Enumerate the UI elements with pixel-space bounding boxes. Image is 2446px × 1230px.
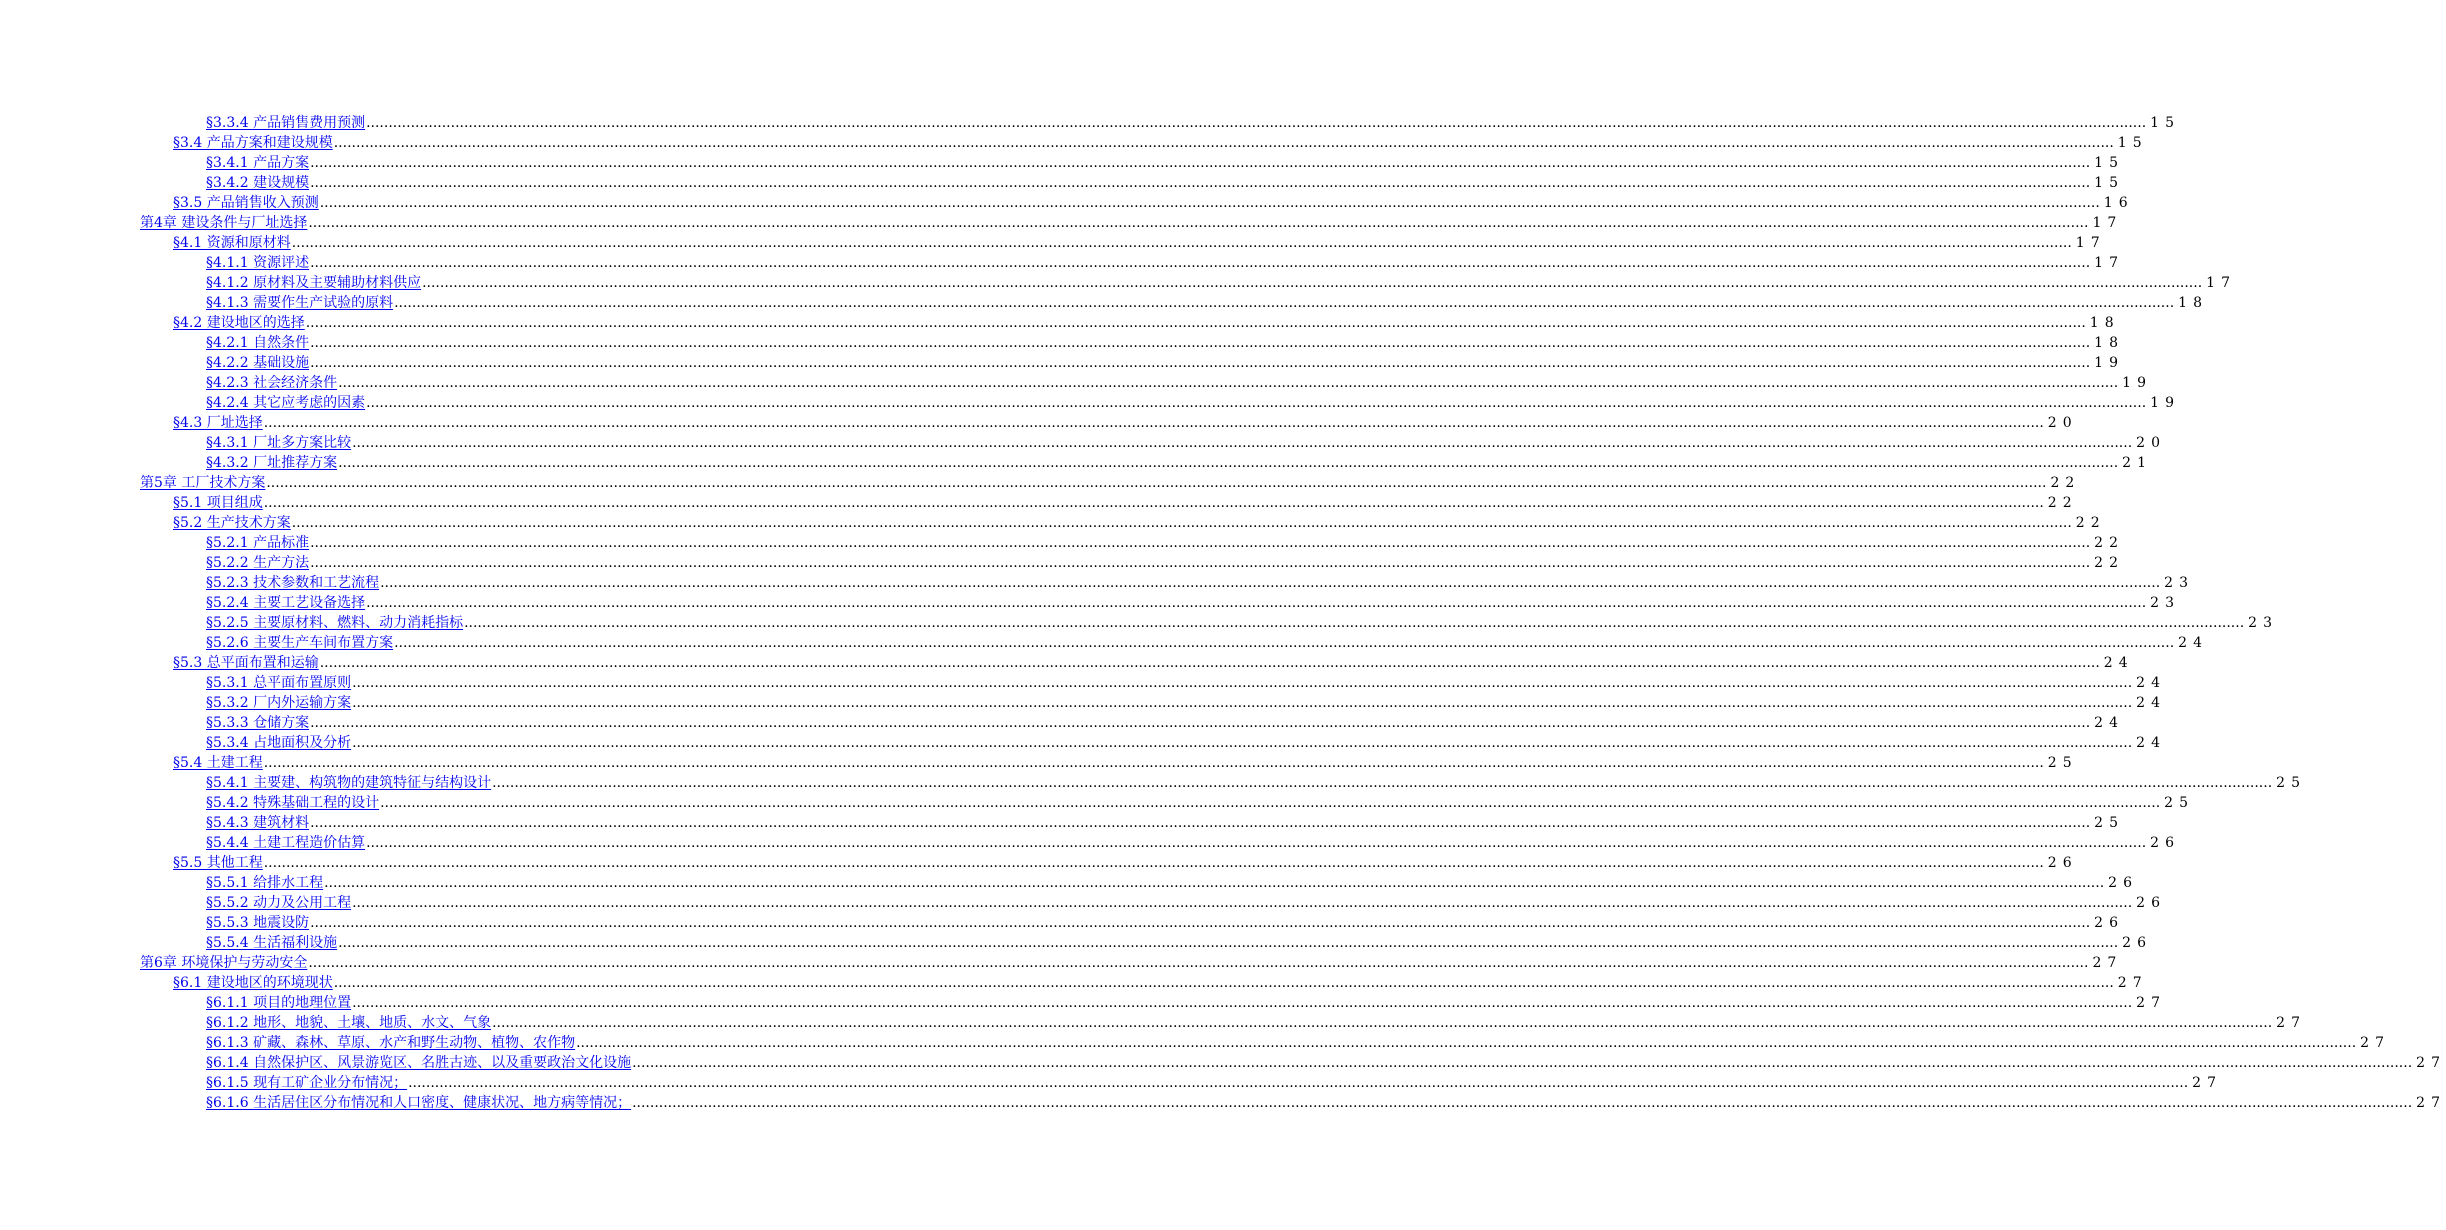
- toc-entry-line: [206, 273, 2236, 293]
- toc-link[interactable]: §5.1 项目组成: [173, 495, 263, 511]
- toc-entry: [206, 393, 2180, 413]
- toc-leader-dots: ................................................................................................................................................................................................................................................................................................................................................................................................................: [263, 855, 2044, 871]
- toc-entry-line: [206, 1093, 2446, 1113]
- toc-entry-line: [206, 553, 2124, 573]
- toc-leader-dots: ................................................................................................................................................................................................................................................................................................................................................................................................................: [324, 875, 2105, 891]
- toc-page-number: 19: [2122, 375, 2152, 391]
- toc-link[interactable]: §6.1.4 自然保护区、风景游览区、名胜古迹、以及重要政治文化设施: [206, 1055, 632, 1071]
- toc-leader-dots: ................................................................................................................................................................................................................................................................................................................................................................................................................: [366, 835, 2147, 851]
- toc-page-number: 27: [2192, 1075, 2222, 1091]
- toc-page-number: 26: [2094, 915, 2124, 931]
- toc-page-number: 26: [2047, 855, 2078, 871]
- toc-entry-line: [206, 293, 2208, 313]
- toc-entry: [206, 1093, 2446, 1113]
- toc-leader-dots: ................................................................................................................................................................................................................................................................................................................................................................................................................: [263, 495, 2044, 511]
- toc-entry-line: [173, 133, 2148, 153]
- toc-entry: [206, 1033, 2390, 1053]
- toc-leader-dots: ................................................................................................................................................................................................................................................................................................................................................................................................................: [310, 155, 2091, 171]
- toc-page-number: 15: [2094, 155, 2124, 171]
- toc-entry: [173, 973, 2148, 993]
- toc-page-number: 27: [2276, 1015, 2306, 1031]
- toc-link[interactable]: §5.5.3 地震设防: [206, 915, 310, 931]
- toc-entry-line: [173, 853, 2078, 873]
- toc-page-number: 18: [2094, 335, 2124, 351]
- toc-entry: [206, 453, 2152, 473]
- toc-page-number: 17: [2206, 275, 2236, 291]
- toc-page-number: 26: [2136, 895, 2166, 911]
- toc-entry-line: [206, 153, 2124, 173]
- toc-link[interactable]: §4.1.2 原材料及主要辅助材料供应: [206, 275, 422, 291]
- toc-entry-line: [206, 1053, 2446, 1073]
- toc-link[interactable]: §6.1.2 地形、地貌、土壤、地质、水文、气象: [206, 1015, 492, 1031]
- toc-link[interactable]: §5.4.4 土建工程造价估算: [206, 835, 366, 851]
- toc-page-number: 25: [2094, 815, 2124, 831]
- toc-link[interactable]: §5.3.1 总平面布置原则: [206, 675, 352, 691]
- toc-entry-line: [173, 653, 2134, 673]
- toc-page-number: 22: [2094, 535, 2124, 551]
- toc-page-number: 24: [2136, 735, 2166, 751]
- table-of-contents: [0, 113, 2446, 1113]
- toc-page-number: 26: [2150, 835, 2180, 851]
- toc-entry: [206, 913, 2124, 933]
- toc-entry: [206, 593, 2180, 613]
- toc-link[interactable]: §4.2.2 基础设施: [206, 355, 310, 371]
- toc-entry-line: [206, 993, 2166, 1013]
- toc-entry: [173, 493, 2078, 513]
- toc-entry: [206, 113, 2180, 133]
- toc-link[interactable]: 第6章 环境保护与劳动安全: [140, 955, 308, 971]
- toc-leader-dots: ................................................................................................................................................................................................................................................................................................................................................................................................................: [308, 215, 2089, 231]
- toc-link[interactable]: §3.3.4 产品销售费用预测: [206, 115, 366, 131]
- toc-entry: [206, 273, 2236, 293]
- toc-entry-line: [206, 933, 2152, 953]
- toc-page-number: 27: [2416, 1055, 2446, 1071]
- toc-link[interactable]: 第4章 建设条件与厂址选择: [140, 215, 308, 231]
- toc-entry: [206, 813, 2124, 833]
- toc-link[interactable]: §5.3.2 厂内外运输方案: [206, 695, 352, 711]
- toc-entry: [206, 253, 2124, 273]
- toc-entry: [206, 373, 2152, 393]
- toc-link[interactable]: §4.3.1 厂址多方案比较: [206, 435, 352, 451]
- toc-link[interactable]: §5.2.6 主要生产车间布置方案: [206, 635, 394, 651]
- toc-link[interactable]: §5.2.4 主要工艺设备选择: [206, 595, 366, 611]
- toc-entry-line: [206, 733, 2166, 753]
- toc-entry-line: [206, 813, 2124, 833]
- toc-entry: [173, 133, 2148, 153]
- toc-entry-line: [206, 1033, 2390, 1053]
- toc-leader-dots: ................................................................................................................................................................................................................................................................................................................................................................................................................: [366, 595, 2147, 611]
- toc-entry-line: [206, 593, 2180, 613]
- toc-leader-dots: ................................................................................................................................................................................................................................................................................................................................................................................................................: [308, 955, 2089, 971]
- toc-entry: [206, 153, 2124, 173]
- toc-entry: [173, 653, 2134, 673]
- toc-page-number: 24: [2094, 715, 2124, 731]
- toc-entry: [206, 833, 2180, 853]
- toc-entry-line: [206, 353, 2124, 373]
- toc-link[interactable]: §5.3.4 占地面积及分析: [206, 735, 352, 751]
- toc-entry: [206, 873, 2138, 893]
- toc-entry: [173, 413, 2078, 433]
- toc-entry-line: [173, 513, 2106, 533]
- toc-entry-line: [173, 753, 2078, 773]
- toc-leader-dots: ................................................................................................................................................................................................................................................................................................................................................................................................................: [310, 255, 2091, 271]
- toc-entry-line: [173, 233, 2106, 253]
- toc-entry: [173, 313, 2120, 333]
- toc-page-number: 25: [2276, 775, 2306, 791]
- toc-link[interactable]: §5.4.1 主要建、构筑物的建筑特征与结构设计: [206, 775, 492, 791]
- toc-page-number: 27: [2416, 1095, 2446, 1111]
- toc-leader-dots: ................................................................................................................................................................................................................................................................................................................................................................................................................: [366, 395, 2147, 411]
- toc-entry-line: [206, 533, 2124, 553]
- toc-entry-line: [206, 833, 2180, 853]
- toc-leader-dots: ................................................................................................................................................................................................................................................................................................................................................................................................................: [338, 375, 2119, 391]
- toc-entry-line: [206, 693, 2166, 713]
- toc-leader-dots: ................................................................................................................................................................................................................................................................................................................................................................................................................: [291, 515, 2072, 531]
- toc-leader-dots: ................................................................................................................................................................................................................................................................................................................................................................................................................: [492, 775, 2273, 791]
- toc-page-number: 26: [2122, 935, 2152, 951]
- toc-leader-dots: ................................................................................................................................................................................................................................................................................................................................................................................................................: [263, 755, 2044, 771]
- toc-page-number: 17: [2092, 215, 2123, 231]
- toc-page-number: 22: [2050, 475, 2081, 491]
- toc-entry: [206, 633, 2208, 653]
- toc-page-number: 25: [2164, 795, 2194, 811]
- toc-entry: [173, 853, 2078, 873]
- toc-entry-line: [140, 473, 2081, 493]
- toc-link[interactable]: §3.4 产品方案和建设规模: [173, 135, 333, 151]
- toc-entry: [140, 473, 2081, 493]
- toc-page-number: 25: [2047, 755, 2078, 771]
- toc-entry: [140, 213, 2123, 233]
- toc-leader-dots: ................................................................................................................................................................................................................................................................................................................................................................................................................: [310, 915, 2091, 931]
- toc-link[interactable]: §6.1.1 项目的地理位置: [206, 995, 352, 1011]
- toc-entry-line: [206, 873, 2138, 893]
- toc-page-number: 24: [2136, 695, 2166, 711]
- toc-leader-dots: ................................................................................................................................................................................................................................................................................................................................................................................................................: [291, 235, 2072, 251]
- toc-entry-line: [206, 913, 2124, 933]
- toc-link[interactable]: §3.5 产品销售收入预测: [173, 195, 319, 211]
- toc-page-number: 16: [2103, 195, 2134, 211]
- toc-link[interactable]: §4.1.3 需要作生产试验的原料: [206, 295, 394, 311]
- toc-entry: [206, 1053, 2446, 1073]
- toc-link[interactable]: §4.1.1 资源评述: [206, 255, 310, 271]
- toc-entry: [206, 933, 2152, 953]
- toc-leader-dots: ................................................................................................................................................................................................................................................................................................................................................................................................................: [380, 575, 2161, 591]
- toc-link[interactable]: §5.3.3 仓储方案: [206, 715, 310, 731]
- toc-entry-line: [206, 613, 2278, 633]
- toc-page-number: 15: [2117, 135, 2148, 151]
- toc-entry-line: [140, 953, 2123, 973]
- toc-page-number: 23: [2150, 595, 2180, 611]
- toc-entry-line: [206, 333, 2124, 353]
- toc-entry-line: [206, 673, 2166, 693]
- toc-entry: [173, 513, 2106, 533]
- toc-page-number: 19: [2094, 355, 2124, 371]
- toc-page-number: 22: [2094, 555, 2124, 571]
- toc-entry: [206, 333, 2124, 353]
- toc-entry: [206, 773, 2306, 793]
- toc-page-number: 15: [2094, 175, 2124, 191]
- toc-entry: [206, 173, 2124, 193]
- toc-entry-line: [206, 633, 2208, 653]
- toc-entry-line: [206, 173, 2124, 193]
- toc-leader-dots: ................................................................................................................................................................................................................................................................................................................................................................................................................: [319, 195, 2100, 211]
- toc-leader-dots: ................................................................................................................................................................................................................................................................................................................................................................................................................: [366, 115, 2147, 131]
- toc-entry-line: [206, 713, 2124, 733]
- toc-entry-line: [173, 193, 2134, 213]
- toc-link[interactable]: §4.2.3 社会经济条件: [206, 375, 338, 391]
- toc-entry: [173, 193, 2134, 213]
- toc-leader-dots: ................................................................................................................................................................................................................................................................................................................................................................................................................: [394, 635, 2175, 651]
- toc-entry: [206, 1013, 2306, 1033]
- toc-link[interactable]: §4.3.2 厂址推荐方案: [206, 455, 338, 471]
- toc-leader-dots: ................................................................................................................................................................................................................................................................................................................................................................................................................: [380, 795, 2161, 811]
- toc-entry: [206, 533, 2124, 553]
- toc-link[interactable]: §5.5.1 给排水工程: [206, 875, 324, 891]
- toc-leader-dots: ................................................................................................................................................................................................................................................................................................................................................................................................................: [310, 355, 2091, 371]
- toc-link[interactable]: §5.2.2 生产方法: [206, 555, 310, 571]
- toc-leader-dots: ................................................................................................................................................................................................................................................................................................................................................................................................................: [310, 815, 2091, 831]
- toc-link[interactable]: §4.2.1 自然条件: [206, 335, 310, 351]
- toc-entry: [206, 433, 2166, 453]
- toc-page-number: 21: [2122, 455, 2152, 471]
- toc-page-number: 23: [2248, 615, 2278, 631]
- toc-leader-dots: ................................................................................................................................................................................................................................................................................................................................................................................................................: [263, 415, 2044, 431]
- toc-leader-dots: ................................................................................................................................................................................................................................................................................................................................................................................................................: [422, 275, 2203, 291]
- toc-entry-line: [206, 373, 2152, 393]
- toc-entry: [206, 673, 2166, 693]
- toc-leader-dots: ................................................................................................................................................................................................................................................................................................................................................................................................................: [576, 1035, 2357, 1051]
- toc-page-number: 17: [2075, 235, 2106, 251]
- toc-link[interactable]: §5.4.2 特殊基础工程的设计: [206, 795, 380, 811]
- toc-entry-line: [206, 433, 2166, 453]
- toc-entry-line: [206, 893, 2166, 913]
- toc-leader-dots: ................................................................................................................................................................................................................................................................................................................................................................................................................: [333, 135, 2114, 151]
- toc-leader-dots: ................................................................................................................................................................................................................................................................................................................................................................................................................: [310, 535, 2091, 551]
- toc-leader-dots: ................................................................................................................................................................................................................................................................................................................................................................................................................: [338, 935, 2119, 951]
- toc-entry: [173, 233, 2106, 253]
- toc-leader-dots: ................................................................................................................................................................................................................................................................................................................................................................................................................: [333, 975, 2114, 991]
- toc-entry-line: [206, 573, 2194, 593]
- toc-entry: [206, 553, 2124, 573]
- toc-page-number: 23: [2164, 575, 2194, 591]
- toc-leader-dots: ................................................................................................................................................................................................................................................................................................................................................................................................................: [310, 335, 2091, 351]
- toc-link[interactable]: §6.1.3 矿藏、森林、草原、水产和野生动物、植物、农作物: [206, 1035, 576, 1051]
- toc-entry: [206, 993, 2166, 1013]
- toc-entry-line: [173, 313, 2120, 333]
- toc-leader-dots: ................................................................................................................................................................................................................................................................................................................................................................................................................: [492, 1015, 2273, 1031]
- toc-entry: [206, 893, 2166, 913]
- toc-page-number: 24: [2103, 655, 2134, 671]
- toc-link[interactable]: §3.4.1 产品方案: [206, 155, 310, 171]
- toc-page-number: 26: [2108, 875, 2138, 891]
- toc-link[interactable]: §5.2.1 产品标准: [206, 535, 310, 551]
- toc-leader-dots: ................................................................................................................................................................................................................................................................................................................................................................................................................: [352, 895, 2133, 911]
- toc-link[interactable]: §4.2.4 其它应考虑的因素: [206, 395, 366, 411]
- toc-page-number: 17: [2094, 255, 2124, 271]
- toc-page-number: 18: [2089, 315, 2120, 331]
- toc-entry-line: [206, 1073, 2222, 1093]
- toc-entry-line: [140, 213, 2123, 233]
- toc-leader-dots: ................................................................................................................................................................................................................................................................................................................................................................................................................: [310, 175, 2091, 191]
- toc-entry-line: [206, 393, 2180, 413]
- toc-link[interactable]: §6.1 建设地区的环境现状: [173, 975, 333, 991]
- toc-link[interactable]: 第5章 工厂技术方案: [140, 475, 266, 491]
- toc-leader-dots: ................................................................................................................................................................................................................................................................................................................................................................................................................: [352, 435, 2133, 451]
- toc-link[interactable]: §5.4.3 建筑材料: [206, 815, 310, 831]
- toc-leader-dots: ................................................................................................................................................................................................................................................................................................................................................................................................................: [352, 995, 2133, 1011]
- toc-leader-dots: ................................................................................................................................................................................................................................................................................................................................................................................................................: [464, 615, 2245, 631]
- toc-page-number: 24: [2178, 635, 2208, 651]
- toc-page-number: 20: [2047, 415, 2078, 431]
- toc-link[interactable]: §5.5.2 动力及公用工程: [206, 895, 352, 911]
- toc-entry-line: [206, 253, 2124, 273]
- toc-entry-line: [206, 793, 2194, 813]
- toc-leader-dots: ................................................................................................................................................................................................................................................................................................................................................................................................................: [310, 555, 2091, 571]
- toc-entry: [206, 573, 2194, 593]
- toc-page-number: 27: [2092, 955, 2123, 971]
- toc-entry: [206, 733, 2166, 753]
- toc-leader-dots: ................................................................................................................................................................................................................................................................................................................................................................................................................: [408, 1075, 2189, 1091]
- toc-entry-line: [206, 453, 2152, 473]
- toc-link[interactable]: §6.1.6 生活居住区分布情况和人口密度、健康状况、地方病等情况；: [206, 1095, 632, 1111]
- toc-entry: [206, 1073, 2222, 1093]
- toc-link[interactable]: §4.1 资源和原材料: [173, 235, 291, 251]
- toc-leader-dots: ................................................................................................................................................................................................................................................................................................................................................................................................................: [338, 455, 2119, 471]
- toc-page-number: 20: [2136, 435, 2166, 451]
- toc-leader-dots: ................................................................................................................................................................................................................................................................................................................................................................................................................: [352, 675, 2133, 691]
- toc-leader-dots: ................................................................................................................................................................................................................................................................................................................................................................................................................: [266, 475, 2047, 491]
- toc-page-number: 24: [2136, 675, 2166, 691]
- toc-leader-dots: ................................................................................................................................................................................................................................................................................................................................................................................................................: [394, 295, 2175, 311]
- toc-page-number: 22: [2047, 495, 2078, 511]
- toc-leader-dots: ................................................................................................................................................................................................................................................................................................................................................................................................................: [310, 715, 2091, 731]
- toc-entry: [140, 953, 2123, 973]
- toc-leader-dots: ................................................................................................................................................................................................................................................................................................................................................................................................................: [352, 735, 2133, 751]
- toc-page-number: 27: [2360, 1035, 2390, 1051]
- toc-entry: [206, 793, 2194, 813]
- toc-link[interactable]: §5.2.3 技术参数和工艺流程: [206, 575, 380, 591]
- toc-page-number: 27: [2117, 975, 2148, 991]
- toc-entry-line: [173, 413, 2078, 433]
- toc-page-number: 22: [2075, 515, 2106, 531]
- toc-link[interactable]: §5.5 其他工程: [173, 855, 263, 871]
- toc-link[interactable]: §5.2.5 主要原材料、燃料、动力消耗指标: [206, 615, 464, 631]
- toc-link[interactable]: §5.4 土建工程: [173, 755, 263, 771]
- toc-entry: [206, 713, 2124, 733]
- toc-page-number: 19: [2150, 395, 2180, 411]
- toc-entry: [206, 693, 2166, 713]
- toc-entry: [173, 753, 2078, 773]
- toc-leader-dots: ................................................................................................................................................................................................................................................................................................................................................................................................................: [305, 315, 2086, 331]
- toc-link[interactable]: §4.2 建设地区的选择: [173, 315, 305, 331]
- toc-link[interactable]: §6.1.5 现有工矿企业分布情况；: [206, 1075, 408, 1091]
- toc-page-number: 27: [2136, 995, 2166, 1011]
- toc-entry-line: [173, 493, 2078, 513]
- toc-entry: [206, 613, 2278, 633]
- toc-link[interactable]: §5.5.4 生活福利设施: [206, 935, 338, 951]
- toc-leader-dots: ................................................................................................................................................................................................................................................................................................................................................................................................................: [632, 1095, 2413, 1111]
- toc-entry: [206, 293, 2208, 313]
- toc-leader-dots: ................................................................................................................................................................................................................................................................................................................................................................................................................: [319, 655, 2100, 671]
- toc-link[interactable]: §5.3 总平面布置和运输: [173, 655, 319, 671]
- toc-leader-dots: ................................................................................................................................................................................................................................................................................................................................................................................................................: [352, 695, 2133, 711]
- toc-entry-line: [206, 1013, 2306, 1033]
- toc-page-number: 15: [2150, 115, 2180, 131]
- toc-entry-line: [206, 113, 2180, 133]
- toc-link[interactable]: §5.2 生产技术方案: [173, 515, 291, 531]
- toc-entry-line: [206, 773, 2306, 793]
- toc-link[interactable]: §3.4.2 建设规模: [206, 175, 310, 191]
- toc-page-number: 18: [2178, 295, 2208, 311]
- toc-leader-dots: ................................................................................................................................................................................................................................................................................................................................................................................................................: [632, 1055, 2413, 1071]
- toc-entry: [206, 353, 2124, 373]
- toc-link[interactable]: §4.3 厂址选择: [173, 415, 263, 431]
- toc-entry-line: [173, 973, 2148, 993]
